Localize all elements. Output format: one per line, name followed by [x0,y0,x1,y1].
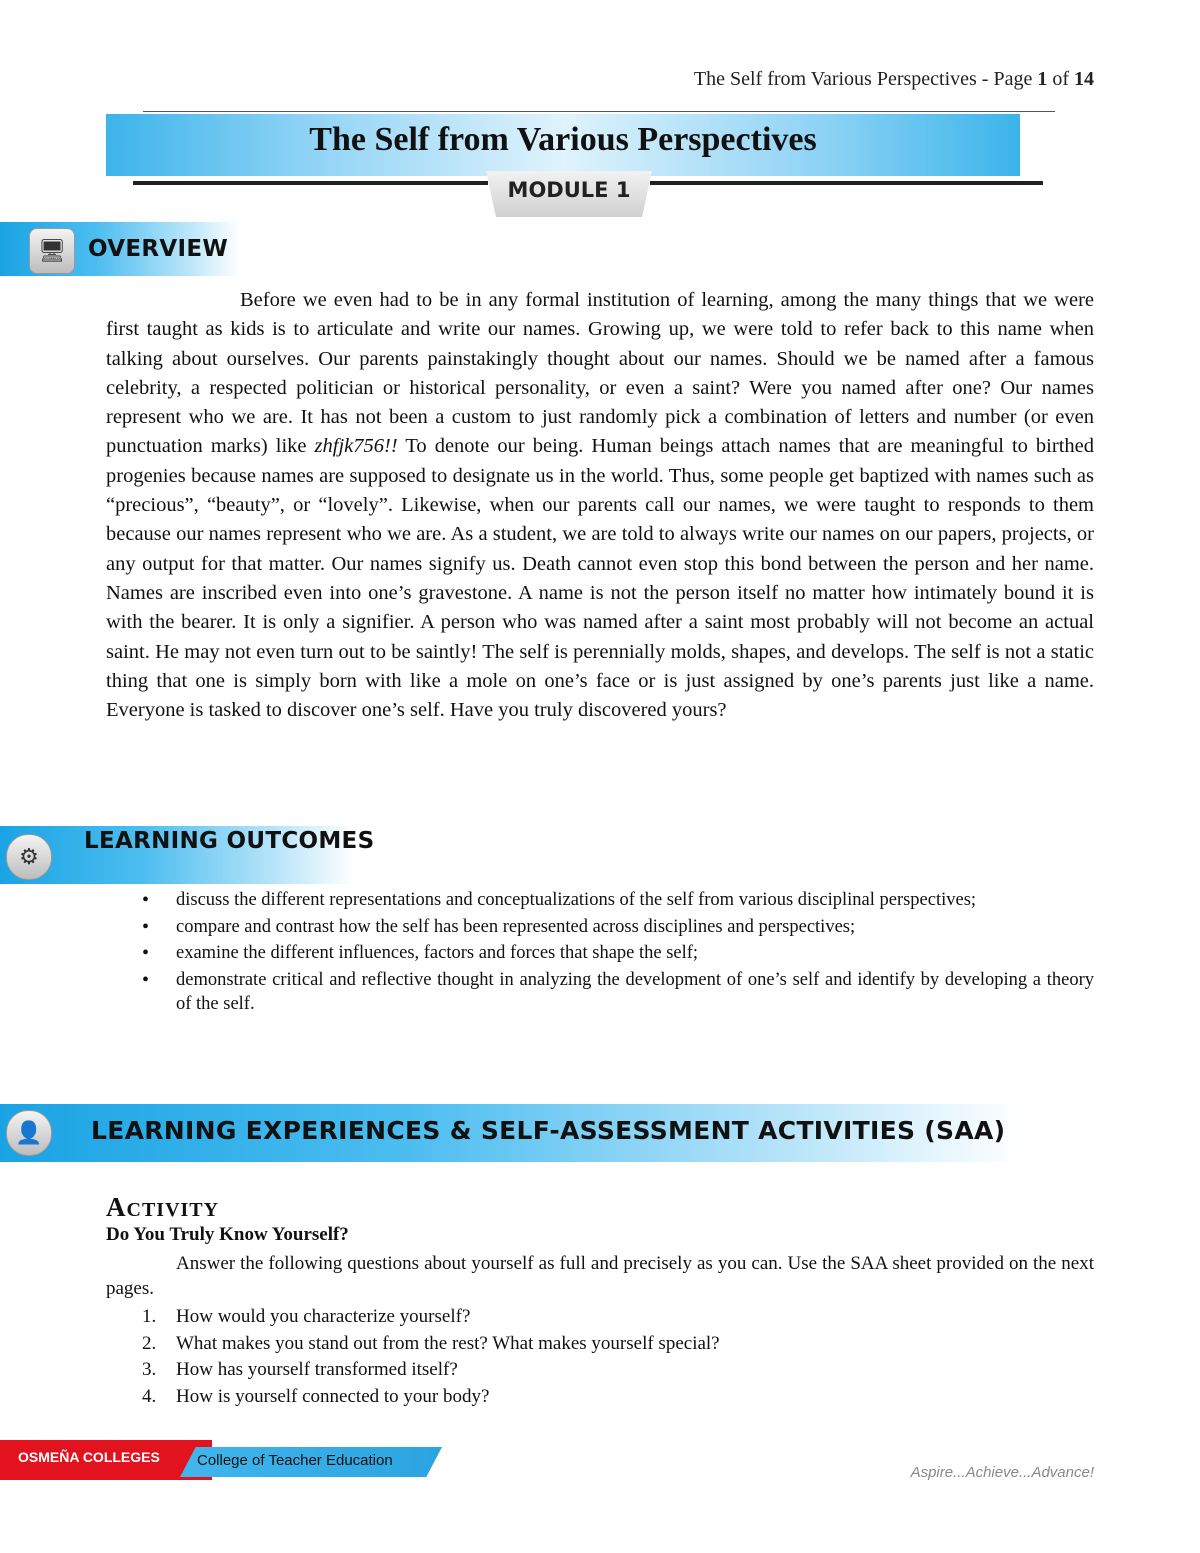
question-list [106,1304,720,1410]
activity-instructions: Answer the following questions about yourself as full and precisely as you can. Use the SAA sheet provided on the next pages. [106,1253,1094,1299]
overview-paragraph: Before we even had to be in any formal institution of learning, among the many things that we were first taught as kids is to articulate and write our names. Growing up, we were told to refer back to this name when talking about ourselves. Our parents painstakingly thought about our names. Should we be named after a famous celebrity, a respected politician or historical personality, or even a saint? Were you named after one? Our names represent who we are. It has not been a custom to just randomly pick a combination of letters and number (or even punctuation marks) like zhfjk756!! To denote our being. Human beings attach names that are meaningful to birthed progenies because names are supposed to designate us in the world. Thus, some people get baptized with names such as “precious”, “beauty”, or “lovely”. Likewise, when our parents call our names, we were taught to responds to them because our names represent who we are. As a student, we are told to always write our names on our papers, projects, or any output for that matter. Our names signify us. Death cannot even stop this bond between the person and her name. Names are inscribed even into one’s gravestone. A name is not the person itself no matter how intimately bound it is with the bearer. It is only a signifier. A person who was named after a saint most probably will not become an actual saint. He may not even turn out to be saintly! The self is perennially molds, shapes, and develops. The self is not a static thing that one is simply born with like a mole on one’s face or is just assigned by one’s parents just like a name. Everyone is tasked to discover one’s self. Have you truly discovered yours? [106,289,1094,722]
list-item: • examine the different influences, factors and forces that shape the self; [106,941,1094,966]
list-item: • compare and contrast how the self has been represented across disciplines and perspectives; [106,915,1094,940]
list-item: 3. How has yourself transformed itself? [142,1359,458,1380]
list-item: 2. What makes you stand out from the rest? What makes yourself special? [142,1332,720,1354]
header-rule [143,111,1055,112]
document-title: The Self from Various Perspectives [309,121,817,158]
list-item: • demonstrate critical and reflective thought in analyzing the development of one’s self and identify by developing a theory of the self. [106,968,1094,1017]
title-rule-right [650,181,1043,185]
overview-heading: OVERVIEW [88,236,228,262]
computer-icon: 🖥 [29,228,75,274]
running-header [694,68,1094,91]
list-item: 4. How is yourself connected to your body? [142,1385,490,1407]
running-title: The Self from Various Perspectives - Page [693,68,1038,90]
footer-college: College of Teacher Education [197,1452,393,1469]
title-rule-left [133,181,488,185]
module-label: MODULE 1 [507,178,631,202]
page-current: 1 [1037,68,1048,90]
list-item: 1. How would you characterize yourself? [142,1306,471,1327]
example-name: zhfjk756!! [314,435,398,458]
person-icon: 👤 [6,1110,52,1156]
footer-motto: Aspire...Achieve...Advance! [910,1464,1094,1481]
head-gear-icon: ⚙ [6,834,52,880]
activity-heading: ACTIVITY [106,1192,220,1222]
learning-outcomes-list [106,888,1094,1019]
learning-experiences-heading: LEARNING EXPERIENCES & SELF-ASSESSMENT ACTIVITIES (SAA) [91,1116,1006,1145]
footer-institution: OSMEÑA COLLEGES [18,1449,160,1465]
activity-title: Do You Truly Know Yourself? [106,1224,349,1245]
learning-outcomes-heading: LEARNING OUTCOMES [84,828,375,854]
page-total: 14 [1074,68,1094,90]
page-of: of [1047,68,1074,90]
list-item: • discuss the different representations and conceptualizations of the self from various disciplinal perspectives; [106,888,1094,913]
